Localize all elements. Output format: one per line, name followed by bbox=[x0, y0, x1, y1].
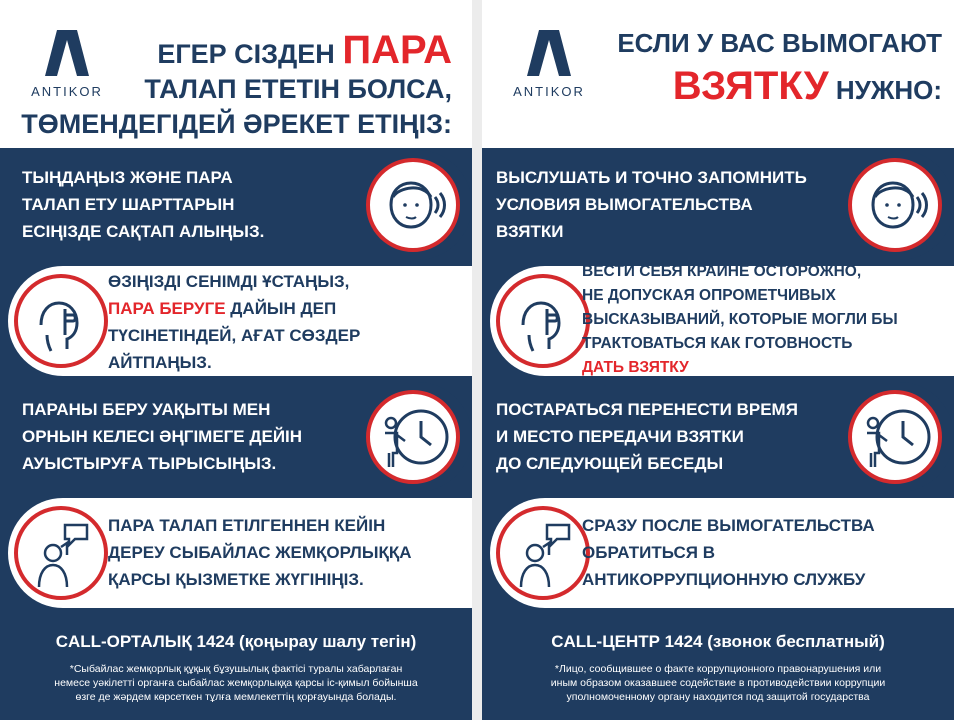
note-line: *Лицо, сообщившее о факте коррупционного правонарушения или bbox=[554, 663, 882, 675]
clock-person-icon bbox=[848, 390, 942, 484]
poster-header bbox=[0, 0, 472, 148]
instruction-text: ПАРАНЫ БЕРУ УАҚЫТЫ МЕН bbox=[22, 400, 271, 419]
call-center-line: CALL-ОРТАЛЫҚ 1424 (қоңырау шалу тегін) bbox=[55, 632, 417, 651]
instruction-text: ДАЙЫН ДЕП bbox=[225, 299, 337, 318]
headline-line-1: ЕСЛИ У ВАС ВЫМОГАЮТ bbox=[617, 28, 942, 58]
listening-head-icon bbox=[366, 158, 460, 252]
call-center-line: CALL-ЦЕНТР 1424 (звонок бесплатный) bbox=[551, 632, 885, 651]
instruction-text: НЕ ДОПУСКАЯ ОПРОМЕТЧИВЫХ bbox=[582, 287, 836, 304]
poster-divider bbox=[472, 0, 482, 720]
antikor-logo-icon bbox=[525, 30, 573, 78]
instruction-highlight: ДАТЬ ВЗЯТКУ bbox=[582, 359, 689, 376]
instruction-item bbox=[8, 498, 472, 608]
instruction-text: ТАЛАП ЕТУ ШАРТТАРЫН bbox=[22, 195, 235, 214]
instructions-panel bbox=[482, 148, 954, 720]
clock-person-icon bbox=[366, 390, 460, 484]
instruction-item bbox=[8, 266, 472, 376]
instruction-highlight: ПАРА БЕРУГЕ bbox=[108, 299, 226, 318]
instruction-text: ДО СЛЕДУЮЩЕЙ БЕСЕДЫ bbox=[496, 454, 724, 473]
poster-header bbox=[482, 0, 954, 148]
headline-accent: ПАРА bbox=[342, 28, 452, 72]
instruction-text: ӨЗІҢІЗДІ СЕНІМДІ ҰСТАҢЫЗ, bbox=[108, 272, 350, 291]
instruction-text: И МЕСТО ПЕРЕДАЧИ ВЗЯТКИ bbox=[496, 427, 744, 446]
instruction-text: ТЫҢДАҢЫЗ ЖӘНЕ ПАРА bbox=[22, 168, 233, 187]
instruction-text: УСЛОВИЯ ВЫМОГАТЕЛЬСТВА bbox=[496, 195, 753, 214]
note-line: уполномоченному органу находится под защитой государства bbox=[566, 691, 870, 703]
legal-note bbox=[20, 662, 452, 704]
note-line: немесе уәкілетті органға сыбайлас жемқорлыққа қарсы іс-қимыл бойынша bbox=[54, 677, 418, 689]
instruction-text: ТҮСІНЕТІНДЕЙ, АҒАТ СӨЗДЕР bbox=[108, 326, 361, 345]
instruction-item bbox=[0, 150, 472, 260]
logo-text: ANTIKOR bbox=[31, 84, 103, 99]
antikor-logo bbox=[504, 30, 594, 99]
instruction-item bbox=[482, 382, 954, 492]
poster-kazakh bbox=[0, 0, 472, 720]
instruction-text: ОБРАТИТЬСЯ В bbox=[582, 543, 715, 562]
headline bbox=[617, 30, 942, 106]
instruction-text: ПОСТАРАТЬСЯ ПЕРЕНЕСТИ ВРЕМЯ bbox=[496, 400, 798, 419]
instruction-text: ТРАКТОВАТЬСЯ КАК ГОТОВНОСТЬ bbox=[582, 335, 853, 352]
headline-accent: ВЗЯТКУ bbox=[672, 64, 829, 108]
silence-gesture-icon bbox=[496, 274, 590, 368]
note-line: өзге де жәрдем көрсеткен тұлға мемлекеттің қорғауында болады. bbox=[75, 691, 397, 703]
instruction-text: ҚАРСЫ ҚЫЗМЕТКЕ ЖҮГІНІҢІЗ. bbox=[108, 570, 364, 589]
headline-line-3: ТӨМЕНДЕГІДЕЙ ӘРЕКЕТ ЕТІҢІЗ: bbox=[21, 109, 452, 139]
instruction-item bbox=[0, 382, 472, 492]
instruction-text: СРАЗУ ПОСЛЕ ВЫМОГАТЕЛЬСТВА bbox=[582, 516, 875, 535]
instruction-text: ЕСІҢІЗДЕ САҚТАП АЛЫҢЫЗ. bbox=[22, 222, 265, 241]
headline-line-1: ЕГЕР СІЗДЕН bbox=[157, 39, 343, 69]
instruction-text: ВЫСЛУШАТЬ И ТОЧНО ЗАПОМНИТЬ bbox=[496, 168, 807, 187]
note-line: иным образом оказавшее содействие в противодействии коррупции bbox=[550, 677, 886, 689]
instruction-item bbox=[482, 150, 954, 260]
phone-call-icon bbox=[496, 506, 590, 600]
legal-note bbox=[502, 662, 934, 704]
instructions-panel bbox=[0, 148, 472, 720]
headline bbox=[21, 30, 452, 138]
instruction-text: ВЗЯТКИ bbox=[496, 222, 564, 241]
instruction-text: ДЕРЕУ СЫБАЙЛАС ЖЕМҚОРЛЫҚҚА bbox=[108, 543, 412, 562]
phone-call-icon bbox=[14, 506, 108, 600]
instruction-item bbox=[490, 263, 954, 376]
instruction-text: АНТИКОРРУПЦИОННУЮ СЛУЖБУ bbox=[582, 570, 866, 589]
note-line: *Сыбайлас жемқорлық құқық бұзушылық фактісі туралы хабарлаған bbox=[69, 663, 403, 675]
instruction-text: ВЫСКАЗЫВАНИЙ, КОТОРЫЕ МОГЛИ БЫ bbox=[582, 311, 898, 328]
instruction-text: ВЕСТИ СЕБЯ КРАЙНЕ ОСТОРОЖНО, bbox=[582, 263, 862, 280]
headline-line-2: НУЖНО: bbox=[828, 75, 942, 105]
poster-russian bbox=[482, 0, 954, 720]
silence-gesture-icon bbox=[14, 274, 108, 368]
instruction-item bbox=[490, 498, 954, 608]
headline-line-2: ТАЛАП ЕТЕТІН БОЛСА, bbox=[144, 74, 452, 104]
instruction-text: ПАРА ТАЛАП ЕТІЛГЕННЕН КЕЙІН bbox=[108, 516, 386, 535]
logo-text: ANTIKOR bbox=[513, 84, 585, 99]
instruction-text: АУЫСТЫРУҒА ТЫРЫСЫҢЫЗ. bbox=[22, 454, 277, 473]
instruction-text: ОРНЫН КЕЛЕСІ ӘҢГІМЕГЕ ДЕЙІН bbox=[22, 427, 303, 446]
listening-head-icon bbox=[848, 158, 942, 252]
instruction-text: АЙТПАҢЫЗ. bbox=[108, 353, 212, 372]
